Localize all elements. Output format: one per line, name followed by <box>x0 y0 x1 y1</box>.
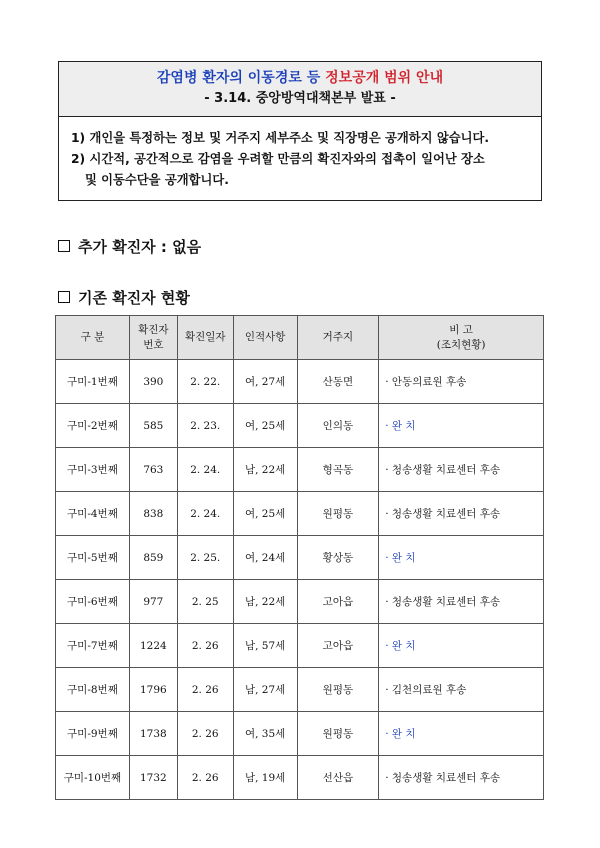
cell-category: 구미-7번째 <box>56 624 130 668</box>
cell-category: 구미-9번째 <box>56 712 130 756</box>
cell-residence: 형곡동 <box>297 448 379 492</box>
notice-header <box>59 62 541 117</box>
cell-person: 남, 22세 <box>233 448 297 492</box>
cell-date: 2. 26 <box>177 624 233 668</box>
header-date: 확진일자 <box>177 316 233 360</box>
cell-category: 구미-2번째 <box>56 404 130 448</box>
cell-residence: 원평동 <box>297 668 379 712</box>
cell-category: 구미-10번째 <box>56 756 130 800</box>
cell-person: 여, 25세 <box>233 404 297 448</box>
cell-remark: · 청송생활 치료센터 후송 <box>379 492 544 536</box>
table-row <box>56 580 544 624</box>
cell-number: 977 <box>129 580 177 624</box>
cell-date: 2. 25. <box>177 536 233 580</box>
header-remark-line2: (조치현황) <box>436 338 486 351</box>
notice-box <box>58 61 542 201</box>
cell-remark: · 청송생활 치료센터 후송 <box>379 448 544 492</box>
table-row <box>56 404 544 448</box>
notice-item-1: 1) 개인을 특정하는 정보 및 거주지 세부주소 및 직장명은 공개하지 않습니다. <box>71 131 490 145</box>
table-row <box>56 492 544 536</box>
cell-person: 여, 27세 <box>233 360 297 404</box>
table-header-row <box>56 316 544 360</box>
cell-residence: 원평동 <box>297 712 379 756</box>
table-row <box>56 756 544 800</box>
cell-number: 1732 <box>129 756 177 800</box>
table-row <box>56 360 544 404</box>
cell-date: 2. 22. <box>177 360 233 404</box>
cell-date: 2. 25 <box>177 580 233 624</box>
cell-category: 구미-8번째 <box>56 668 130 712</box>
cell-category: 구미-6번째 <box>56 580 130 624</box>
cell-date: 2. 23. <box>177 404 233 448</box>
cell-residence: 고아읍 <box>297 580 379 624</box>
cell-category: 구미-4번째 <box>56 492 130 536</box>
notice-title <box>59 68 541 88</box>
cell-date: 2. 26 <box>177 756 233 800</box>
table-row <box>56 668 544 712</box>
header-person: 인적사항 <box>233 316 297 360</box>
notice-body <box>59 117 541 191</box>
header-residence: 거주지 <box>297 316 379 360</box>
cell-residence: 황상동 <box>297 536 379 580</box>
notice-title-blue: 감염병 환자의 이동경로 등 <box>156 70 321 86</box>
cell-number: 585 <box>129 404 177 448</box>
cell-date: 2. 26 <box>177 668 233 712</box>
cell-person: 남, 22세 <box>233 580 297 624</box>
cell-remark: · 김천의료원 후송 <box>379 668 544 712</box>
cell-category: 구미-5번째 <box>56 536 130 580</box>
cell-residence: 고아읍 <box>297 624 379 668</box>
table-row <box>56 536 544 580</box>
header-number <box>129 316 177 360</box>
header-remark <box>379 316 544 360</box>
cell-number: 1738 <box>129 712 177 756</box>
cell-category: 구미-3번째 <box>56 448 130 492</box>
cell-category: 구미-1번째 <box>56 360 130 404</box>
cell-person: 남, 27세 <box>233 668 297 712</box>
cell-remark: · 청송생활 치료센터 후송 <box>379 756 544 800</box>
cell-residence: 산동면 <box>297 360 379 404</box>
notice-item-2-cont: 및 이동수단을 공개합니다. <box>85 173 229 187</box>
cell-remark: · 완 치 <box>379 624 544 668</box>
cell-remark: · 청송생활 치료센터 후송 <box>379 580 544 624</box>
section-additional-label: 추가 확진자 : 없음 <box>78 238 202 256</box>
notice-title-red: 정보공개 범위 안내 <box>325 70 444 86</box>
checkbox-icon <box>58 291 70 303</box>
cell-number: 1796 <box>129 668 177 712</box>
cell-number: 763 <box>129 448 177 492</box>
cell-person: 여, 35세 <box>233 712 297 756</box>
checkbox-icon <box>58 240 70 252</box>
cell-number: 1224 <box>129 624 177 668</box>
cell-person: 여, 25세 <box>233 492 297 536</box>
cell-number: 859 <box>129 536 177 580</box>
cell-number: 390 <box>129 360 177 404</box>
header-remark-line1: 비 고 <box>449 323 473 336</box>
cell-remark: · 완 치 <box>379 536 544 580</box>
case-status-table <box>55 315 544 800</box>
cell-date: 2. 26 <box>177 712 233 756</box>
header-category: 구 분 <box>56 316 130 360</box>
cell-person: 여, 24세 <box>233 536 297 580</box>
table-row <box>56 624 544 668</box>
cell-person: 남, 19세 <box>233 756 297 800</box>
cell-number: 838 <box>129 492 177 536</box>
cell-residence: 인의동 <box>297 404 379 448</box>
cell-remark: · 완 치 <box>379 712 544 756</box>
cell-date: 2. 24. <box>177 448 233 492</box>
cell-residence: 원평동 <box>297 492 379 536</box>
header-number-line2: 번호 <box>143 338 164 351</box>
cell-remark: · 안동의료원 후송 <box>379 360 544 404</box>
notice-subtitle: - 3.14. 중앙방역대책본부 발표 - <box>204 91 396 106</box>
table-row <box>56 712 544 756</box>
notice-item-2: 2) 시간적, 공간적으로 감염을 우려할 만큼의 확진자와의 접촉이 일어난 장소 <box>71 152 485 166</box>
table-row <box>56 448 544 492</box>
cell-date: 2. 24. <box>177 492 233 536</box>
section-existing-label: 기존 확진자 현황 <box>78 289 190 307</box>
section-additional-cases <box>58 236 201 257</box>
section-existing-cases <box>58 287 190 308</box>
cell-residence: 선산읍 <box>297 756 379 800</box>
cell-person: 남, 57세 <box>233 624 297 668</box>
cell-remark: · 완 치 <box>379 404 544 448</box>
header-number-line1: 확진자 <box>138 323 169 336</box>
